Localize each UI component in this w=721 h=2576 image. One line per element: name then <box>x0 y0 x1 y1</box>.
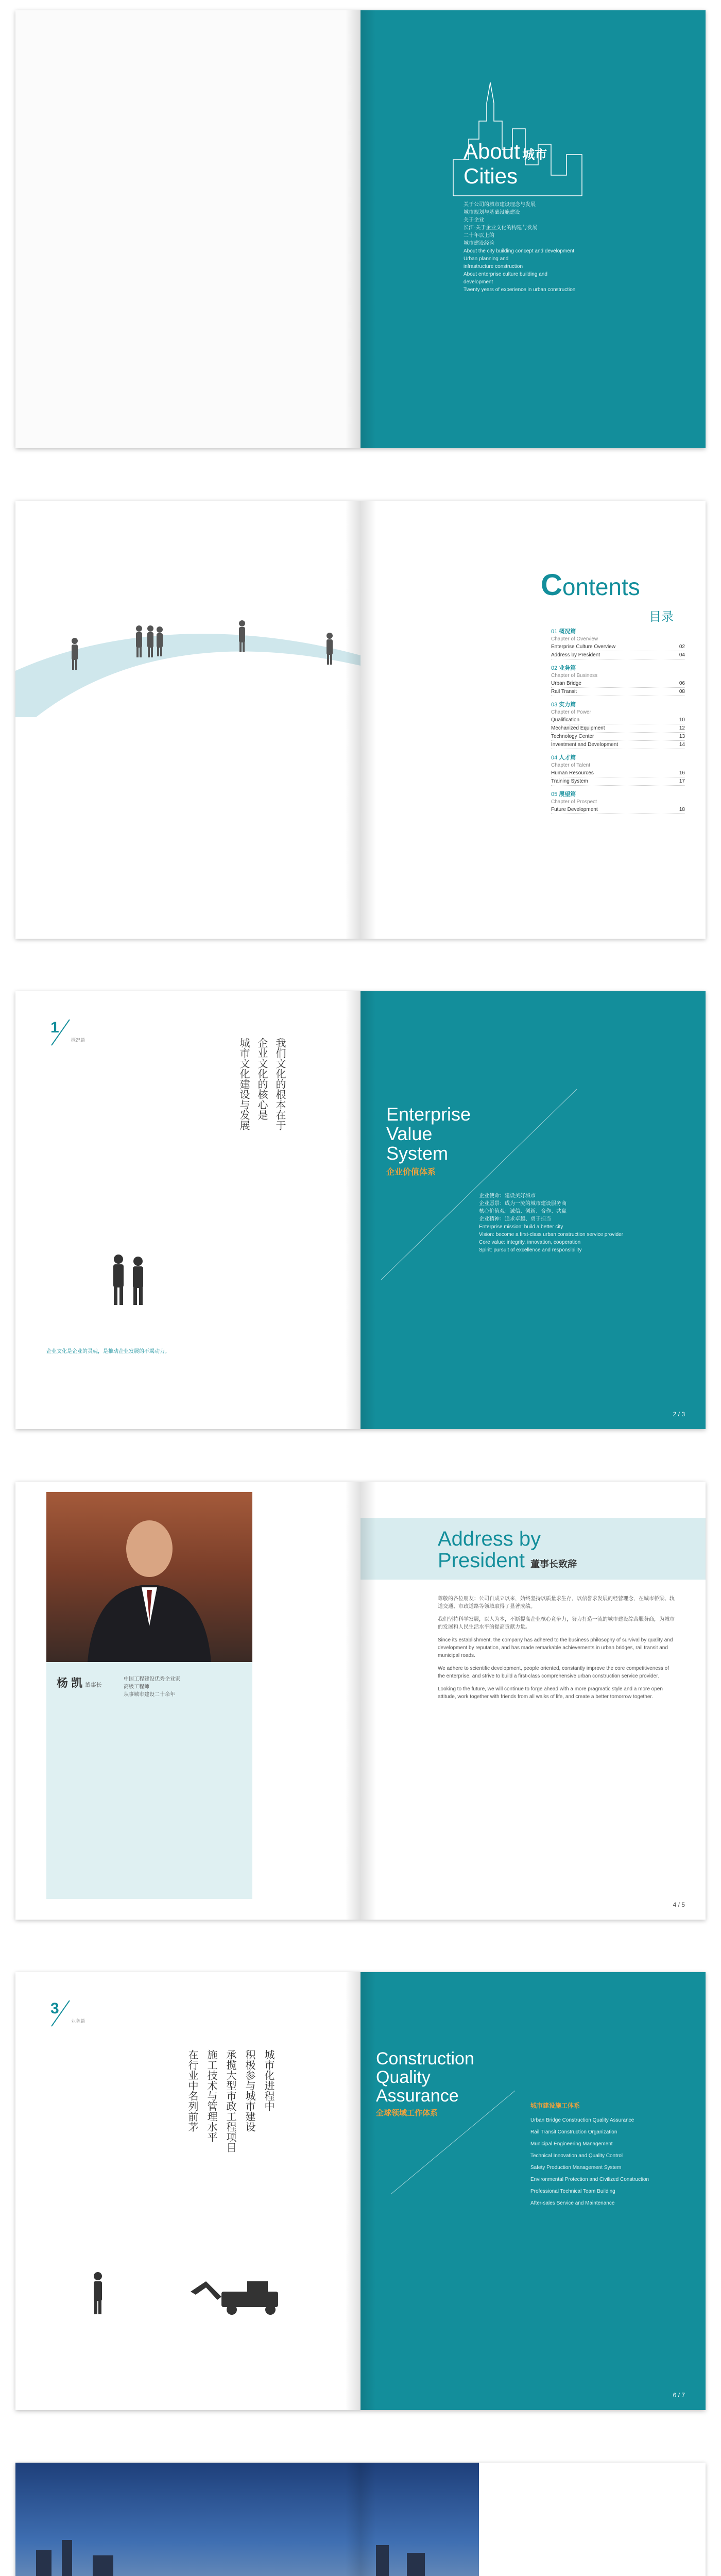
value-title-line: Enterprise <box>386 1104 471 1125</box>
cqa-title-cn: 全球领域工作体系 <box>376 2109 438 2117</box>
toc-item[interactable]: Mechanized Equipment 12 <box>551 724 685 733</box>
vertical-line: 城市文化建设与发展 <box>238 1038 250 1130</box>
spread-urban-bridge <box>15 2463 706 2576</box>
value-bullet: Spirit: pursuit of excellence and responsibility <box>479 1247 582 1253</box>
vertical-line: 承揽大型市政工程项目 <box>225 2049 237 2153</box>
value-bullet: Core value: integrity, innovation, cooperation <box>479 1240 581 1245</box>
cqa-bullet: Technical Innovation and Quality Control <box>530 2153 623 2159</box>
vertical-line: 在行业中名列前茅 <box>186 2049 199 2132</box>
spread-contents <box>15 501 706 939</box>
toc-item[interactable]: Technology Center 13 <box>551 733 685 741</box>
section-number: 3 <box>50 2000 59 2017</box>
about-line: 关于公司的城市建设理念与发展 <box>464 202 536 208</box>
vertical-line: 企业文化的核心是 <box>256 1038 268 1120</box>
section-label: 业务篇 <box>71 2019 85 2024</box>
page-number: 6 / 7 <box>673 2392 685 2399</box>
page-number: 2 / 3 <box>673 1411 685 1418</box>
vertical-line: 我们文化的根本在于 <box>274 1038 286 1130</box>
president-title-text: 董事长 <box>84 1682 102 1688</box>
toc-sub: Chapter of Power <box>551 709 591 715</box>
cqa-bullet: Environmental Protection and Civilized Construction <box>530 2177 649 2182</box>
toc-num: 03 <box>551 702 558 708</box>
value-bullet: 企业愿景：成为一流的城市建设服务商 <box>479 1201 566 1207</box>
toc-section <box>551 753 685 786</box>
address-paragraph: Since its establishment, the company has adhered to the business philosophy of survival by quality and development by reputation, and has made remarkable achievements in urban bridges, rail transit and municipal roads. <box>438 1637 673 1658</box>
about-line: Twenty years of experience in urban construction <box>464 287 576 293</box>
toc-item[interactable]: Enterprise Culture Overview 02 <box>551 643 685 651</box>
about-cities-text-list <box>464 201 577 294</box>
value-bullet: Vision: become a first-class urban construction service provider <box>479 1232 623 1238</box>
spread-about-cities <box>15 10 706 448</box>
page-contents-illustration <box>15 501 360 939</box>
toc-num: 02 <box>551 665 558 671</box>
address-paragraph: We adhere to scientific development, people oriented, constantly improve the core competitiveness of the enterprise, and strive to build a first-class comprehensive urban construction service provider. <box>438 1666 669 1679</box>
toc-num: 04 <box>551 755 558 761</box>
about-line: 城市规划与基础设施建设 <box>464 210 520 215</box>
about-line: 城市建设经验 <box>464 241 494 246</box>
bio-line: 中国工程建设优秀企业家 <box>124 1676 180 1682</box>
toc-item[interactable]: Training System 17 <box>551 777 685 786</box>
page-construction-quality <box>360 1972 706 2410</box>
spread-enterprise-value <box>15 991 706 1429</box>
address-paragraph: 尊敬的各位朋友：公司自成立以来，始终坚持以质量求生存，以信誉求发展的经营理念，在城市桥梁、轨道交通、市政道路等领域取得了显著成绩。 <box>438 1596 675 1609</box>
toc-sub: Chapter of Talent <box>551 762 590 768</box>
about-line: 二十年以上的 <box>464 233 494 239</box>
contents-title-rest: ontents <box>562 573 640 600</box>
about-line: 长江·关于企业文化的构建与发展 <box>464 225 538 231</box>
address-title <box>438 1528 577 1575</box>
bio-line: 高级工程师 <box>124 1684 149 1690</box>
value-title-cn: 企业价值体系 <box>386 1168 436 1177</box>
title-cn-city: 城市 <box>522 148 547 162</box>
about-line: infrastructure construction <box>464 264 523 269</box>
president-portrait <box>46 1492 252 1662</box>
page-president-address <box>360 1482 706 1920</box>
toc-title: 实力篇 <box>559 702 576 708</box>
section-label: 概况篇 <box>71 1038 85 1043</box>
spread-president <box>15 1482 706 1920</box>
toc-item[interactable]: Qualification 10 <box>551 716 685 724</box>
businessmen-silhouette <box>103 1249 154 1311</box>
vertical-line: 积极参与城市建设 <box>244 2049 256 2132</box>
about-line: Urban planning and <box>464 256 509 262</box>
toc-num: 01 <box>551 629 558 635</box>
about-cities-title <box>464 139 547 189</box>
toc-title: 展望篇 <box>559 791 576 798</box>
address-title-line2: President <box>438 1549 525 1572</box>
worker-machinery-silhouette <box>67 2261 324 2317</box>
president-name-text: 杨 凯 <box>57 1676 83 1689</box>
toc-section <box>551 664 685 696</box>
vertical-slogan <box>237 1038 288 1192</box>
value-bullets <box>479 1192 633 1254</box>
address-body <box>438 1595 675 1706</box>
curve-people-illustration <box>15 501 360 939</box>
page-enterprise-value <box>360 991 706 1429</box>
toc-section <box>551 790 685 814</box>
toc-item[interactable]: Future Development 18 <box>551 806 685 814</box>
night-interchange-photo <box>15 2463 479 2576</box>
address-title-line1: Address by <box>438 1528 541 1550</box>
about-line: 关于企业 <box>464 217 484 223</box>
vertical-slogan <box>185 2049 277 2214</box>
address-paragraph: Looking to the future, we will continue to forge ahead with a more pragmatic style and a more open attitude, work together with friends from all walks of life, and create a better tomorrow together. <box>438 1686 663 1700</box>
about-line: About enterprise culture building and development <box>464 272 547 285</box>
page-blank-left <box>15 10 360 448</box>
address-title-cn: 董事长致辞 <box>530 1559 577 1569</box>
value-title-line: System <box>386 1143 449 1164</box>
cqa-title-line: Assurance <box>376 2086 459 2106</box>
toc-sub: Chapter of Business <box>551 673 598 679</box>
president-bio <box>124 1675 227 1699</box>
president-name <box>57 1674 102 1690</box>
value-title-line: Value <box>386 1123 433 1144</box>
toc-section <box>551 627 685 659</box>
title-about: About <box>464 139 520 163</box>
address-paragraph: 我们坚持科学发展，以人为本，不断提高企业核心竞争力，努力打造一流的城市建设综合服务商，为城市的发展和人民生活水平的提高贡献力量。 <box>438 1617 675 1630</box>
cqa-bullet: Rail Transit Construction Organization <box>530 2129 617 2135</box>
cqa-bullets <box>530 2116 680 2211</box>
address-title-band <box>360 1518 706 1580</box>
page-number: 4 / 5 <box>673 1901 685 1908</box>
bio-line: 从事城市建设二十余年 <box>124 1692 175 1698</box>
cqa-bullet: Municipal Engineering Management <box>530 2141 613 2147</box>
contents-title-cn: 目录 <box>649 610 674 624</box>
toc-item[interactable]: Address by President 04 <box>551 651 685 659</box>
toc-sub: Chapter of Prospect <box>551 799 597 805</box>
president-info-panel <box>46 1662 252 1899</box>
cqa-title-line: Quality <box>376 2067 431 2087</box>
vertical-line: 施工技术与管理水平 <box>205 2049 218 2142</box>
spread-construction-quality <box>15 1972 706 2410</box>
title-cities: Cities <box>464 164 518 188</box>
value-bullet: 企业使命：建设美好城市 <box>479 1193 536 1199</box>
value-bullet: 企业精神：追求卓越、勇于担当 <box>479 1216 551 1222</box>
caption-text: 企业文化是企业的灵魂，是推动企业发展的不竭动力。 <box>46 1349 170 1354</box>
page-contents <box>360 501 706 939</box>
toc-title: 人才篇 <box>559 755 576 761</box>
section-number-badge <box>46 1017 88 1048</box>
page-enterprise-culture <box>15 991 360 1429</box>
cqa-bullet: Safety Production Management System <box>530 2165 622 2171</box>
contents-title-c: C <box>541 568 562 602</box>
page-president-photo <box>15 1482 360 1920</box>
page-construction-slogan <box>15 1972 360 2410</box>
section-number: 1 <box>50 1019 59 1036</box>
toc-item[interactable]: Human Resources 16 <box>551 769 685 777</box>
vertical-line: 城市化进程中 <box>263 2049 275 2111</box>
cqa-bullet: After-sales Service and Maintenance <box>530 2200 615 2206</box>
toc-section <box>551 700 685 749</box>
toc-sub: Chapter of Overview <box>551 636 598 642</box>
toc-title: 业务篇 <box>559 665 576 671</box>
toc-item[interactable]: Rail Transit 08 <box>551 688 685 696</box>
toc-num: 05 <box>551 791 558 798</box>
section-number-badge <box>46 1998 88 2029</box>
toc-item[interactable]: Urban Bridge 06 <box>551 680 685 688</box>
toc-title: 概况篇 <box>559 629 576 635</box>
cqa-title-line: Construction <box>376 2049 474 2069</box>
cqa-subhead: 城市建设施工体系 <box>530 2102 580 2109</box>
cqa-bullet: Professional Technical Team Building <box>530 2189 615 2194</box>
value-bullet: 核心价值观：诚信、创新、合作、共赢 <box>479 1209 566 1214</box>
toc-item[interactable]: Investment and Development 14 <box>551 741 685 749</box>
contents-title <box>541 568 640 602</box>
cqa-bullet: Urban Bridge Construction Quality Assurance <box>530 2117 634 2123</box>
page-about-cities <box>360 10 706 448</box>
toc-list <box>551 627 685 818</box>
value-bullet: Enterprise mission: build a better city <box>479 1224 563 1230</box>
about-line: About the city building concept and development <box>464 248 575 254</box>
